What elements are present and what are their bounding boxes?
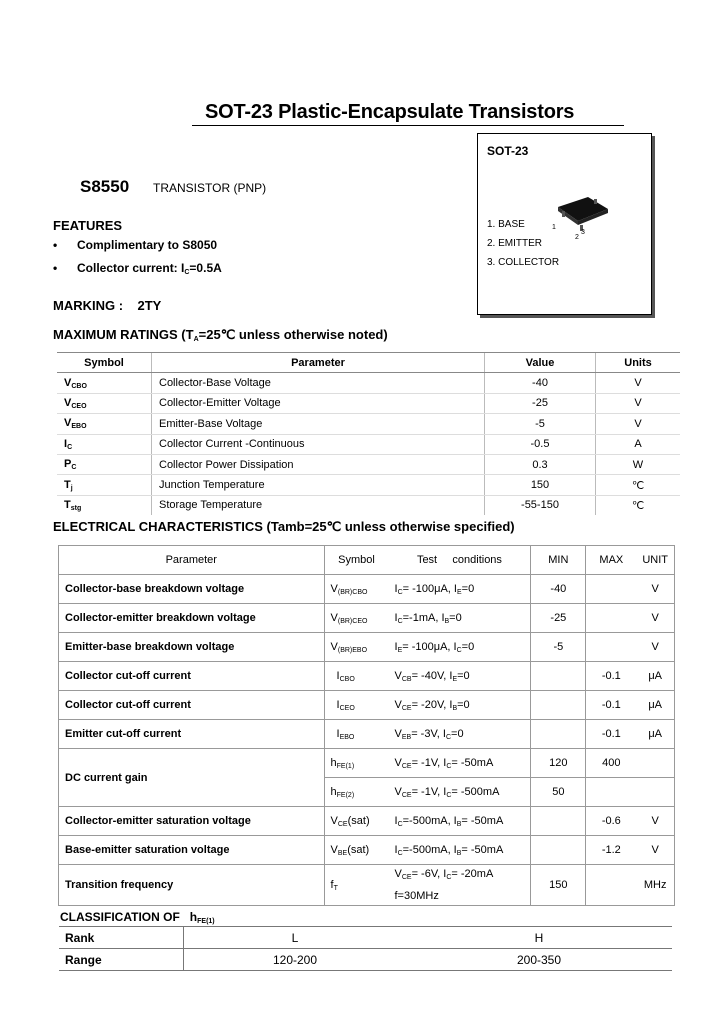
table-row: $I_C$ Collector Current -Continuous -0.5 A: [57, 434, 680, 454]
table-row: $T_{stg}$ Storage Temperature -55-150 ℃: [57, 495, 680, 515]
electrical-heading: ELECTRICAL CHARACTERISTICS (Tamb=25℃ unless otherwise specified): [53, 519, 515, 534]
classification-table: [59, 926, 672, 971]
electrical-characteristics-table: [58, 545, 675, 906]
col-unit: UNIT: [636, 546, 674, 575]
table-row: $V_{CEO}$ Collector-Emitter Voltage -25 V: [57, 393, 680, 413]
document-title: SOT-23 Plastic-Encapsulate Transistors: [205, 101, 575, 123]
col-symbol: Symbol: [57, 353, 152, 373]
max-ratings-heading: MAXIMUM RATINGS ($T_A=25℃$ unless otherwise noted): [53, 327, 388, 343]
table-row: $T_j$ Junction Temperature 150 ℃: [57, 475, 680, 495]
table-row: $V_{CBO}$ Collector-Base Voltage -40 V: [57, 373, 680, 393]
pin-number-3: 3: [581, 229, 585, 236]
max-ratings-table: [57, 352, 680, 515]
part-type: TRANSISTOR (PNP): [153, 181, 267, 195]
sot23-package-icon: [550, 189, 620, 239]
table-row: Collector-emitter saturation voltage $V_{CE}(sat)$ $I_C=-500mA$, $I_B= -50mA$ -0.6 V: [59, 807, 675, 836]
table-row: Collector cut-off current $I_{CBO}$ $V_{CB}= -40V$, $I_E=0$ -0.1 μA: [59, 662, 675, 691]
pin-collector: 3. COLLECTOR: [487, 257, 560, 268]
marking: MARKING : 2TY: [53, 298, 162, 313]
table-row: $V_{EBO}$ Emitter-Base Voltage -5 V: [57, 414, 680, 434]
part-number: S8550: [80, 177, 130, 196]
classification-heading: CLASSIFICATION OF $h_{FE(1)}$: [60, 910, 215, 925]
table-row: Range 120-200 200-350: [59, 949, 672, 971]
table-row: Collector-base breakdown voltage $V_{(BR)CBO}$ $I_C= -100\mu A$, $I_E=0$ -40 V: [59, 575, 675, 604]
feature-item: • Collector current: $I_C=0.5A$: [53, 261, 222, 276]
table-row: $h_{FE(2)}$ $V_{CE}= -1V$, $I_C= -500mA$ 50: [59, 778, 675, 807]
features-heading: FEATURES: [53, 218, 123, 233]
pin-number-1: 1: [552, 224, 556, 231]
table-row: Emitter-base breakdown voltage $V_{(BR)EBO}$ $I_E= -100\mu A$, $I_C=0$ -5 V: [59, 633, 675, 662]
table-row: Collector-emitter breakdown voltage $V_{(BR)CEO}$ $I_C=-1mA$, $I_B=0$ -25 V: [59, 604, 675, 633]
pin-emitter: 2. EMITTER: [487, 238, 543, 249]
table-row: Collector cut-off current $I_{CEO}$ $V_{CE}= -20V$, $I_B=0$ -0.1 μA: [59, 691, 675, 720]
col-test-conditions: Test conditions: [389, 546, 531, 575]
table-row: Base-emitter saturation voltage $V_{BE}(sat)$ $I_C=-500mA$, $I_B= -50mA$ -1.2 V: [59, 836, 675, 865]
pin-number-2: 2: [575, 234, 579, 241]
col-min: MIN: [531, 546, 586, 575]
table-row: Emitter cut-off current $I_{EBO}$ $V_{EB}= -3V$, $I_C=0$ -0.1 μA: [59, 720, 675, 749]
feature-item: • Complimentary to S8050: [53, 238, 218, 252]
col-value: Value: [485, 353, 596, 373]
col-units: Units: [596, 353, 681, 373]
title-rule: [192, 125, 624, 126]
col-parameter: Parameter: [152, 353, 485, 373]
col-symbol: Symbol: [324, 546, 388, 575]
pin-base: 1. BASE: [487, 219, 525, 230]
package-title: SOT-23: [487, 144, 529, 158]
col-parameter: Parameter: [59, 546, 325, 575]
table-row: Rank L H: [59, 927, 672, 949]
table-row: Transition frequency $f_T$ $V_{CE}= -6V$, $I_C= -20mA$ f=30MHz 150 MHz: [59, 865, 675, 906]
col-max: MAX: [586, 546, 637, 575]
package-box: [477, 133, 652, 315]
table-row: $P_C$ Collector Power Dissipation 0.3 W: [57, 454, 680, 474]
table-row: DC current gain $h_{FE(1)}$ $V_{CE}= -1V$, $I_C= -50mA$ 120 400: [59, 749, 675, 778]
